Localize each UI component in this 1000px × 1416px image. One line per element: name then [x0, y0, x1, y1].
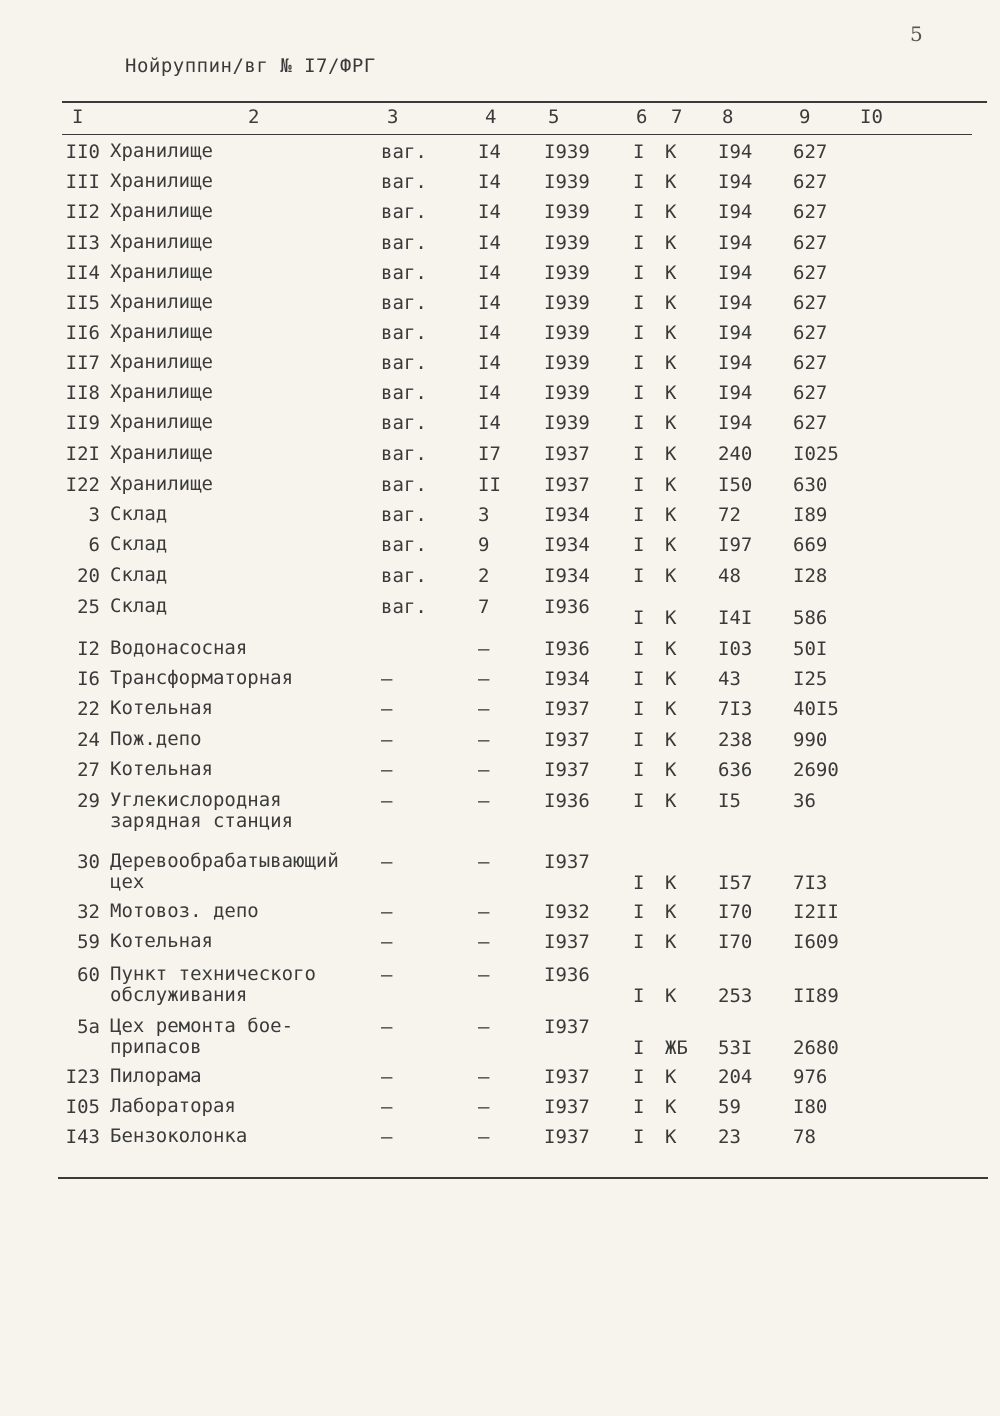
cell-col4: – [478, 1126, 490, 1148]
cell-col7: К [665, 292, 677, 314]
cell-col8: I94 [718, 262, 753, 284]
cell-col3: ваг. [381, 474, 427, 496]
cell-col9: 586 [793, 607, 828, 629]
row-name: Склад [110, 533, 168, 555]
cell-col7: К [665, 443, 677, 465]
cell-col8: I94 [718, 171, 753, 193]
cell-col8: I94 [718, 382, 753, 404]
cell-col8: I94 [718, 201, 753, 223]
cell-col5: I939 [544, 382, 590, 404]
cell-col5: I937 [544, 729, 590, 751]
cell-col9: 627 [793, 322, 828, 344]
cell-col6: I [633, 1037, 645, 1059]
cell-col6: I [633, 504, 645, 526]
row-name: Хранилище [110, 442, 213, 464]
cell-col6: I [633, 698, 645, 720]
row-number: I2I [65, 443, 100, 465]
cell-col9: I89 [793, 504, 828, 526]
cell-col5: I937 [544, 1096, 590, 1118]
cell-col7: К [665, 790, 677, 812]
row-number: II2 [65, 201, 100, 223]
cell-col4: – [478, 790, 490, 812]
row-number: I23 [65, 1066, 100, 1088]
row-number: 5а [77, 1016, 100, 1038]
cell-col6: I [633, 638, 645, 660]
row-name: Цех ремонта бое- [110, 1015, 294, 1037]
cell-col8: I94 [718, 322, 753, 344]
cell-col7: К [665, 352, 677, 374]
row-name: Пож.депо [110, 728, 202, 750]
cell-col9: II89 [793, 985, 839, 1007]
cell-col8: 43 [718, 668, 741, 690]
row-number: 60 [77, 964, 100, 986]
cell-col4: – [478, 1066, 490, 1088]
cell-col4: 7 [478, 596, 490, 618]
cell-col6: I [633, 1096, 645, 1118]
cell-col7: К [665, 872, 677, 894]
row-name: Хранилище [110, 321, 213, 343]
cell-col3: – [381, 851, 393, 873]
row-name: Пилорама [110, 1065, 202, 1087]
row-name: Хранилище [110, 170, 213, 192]
cell-col4: I4 [478, 141, 501, 163]
cell-col7: К [665, 565, 677, 587]
cell-col8: 240 [718, 443, 753, 465]
cell-col9: I025 [793, 443, 839, 465]
row-number: 22 [77, 698, 100, 720]
row-number: I05 [65, 1096, 100, 1118]
cell-col6: I [633, 565, 645, 587]
cell-col9: I28 [793, 565, 828, 587]
row-number: II4 [65, 262, 100, 284]
cell-col6: I [633, 729, 645, 751]
row-name: Хранилище [110, 140, 213, 162]
cell-col7: К [665, 1096, 677, 1118]
cell-col9: 627 [793, 412, 828, 434]
cell-col9: 627 [793, 352, 828, 374]
column-header: 5 [548, 106, 560, 128]
cell-col5: I939 [544, 201, 590, 223]
column-headers [0, 106, 1000, 132]
cell-col6: I [633, 412, 645, 434]
cell-col9: 669 [793, 534, 828, 556]
cell-col4: – [478, 931, 490, 953]
cell-col6: I [633, 985, 645, 1007]
row-name: Склад [110, 595, 168, 617]
cell-col8: I70 [718, 931, 753, 953]
cell-col9: 78 [793, 1126, 816, 1148]
cell-col9: 976 [793, 1066, 828, 1088]
row-name: Трансформаторная [110, 667, 294, 689]
cell-col5: I939 [544, 352, 590, 374]
cell-col9: 990 [793, 729, 828, 751]
cell-col7: К [665, 171, 677, 193]
row-number: II0 [65, 141, 100, 163]
cell-col7: К [665, 322, 677, 344]
row-number: III [65, 171, 100, 193]
cell-col8: 7I3 [718, 698, 753, 720]
column-header: I0 [860, 106, 883, 128]
cell-col6: I [633, 931, 645, 953]
cell-col3: – [381, 964, 393, 986]
cell-col9: I25 [793, 668, 828, 690]
cell-col5: I937 [544, 443, 590, 465]
cell-col3: – [381, 790, 393, 812]
cell-col8: I94 [718, 232, 753, 254]
cell-col7: К [665, 382, 677, 404]
page-number: 5 [910, 22, 923, 46]
row-number: II8 [65, 382, 100, 404]
cell-col5: I934 [544, 668, 590, 690]
cell-col9: 627 [793, 201, 828, 223]
cell-col3: ваг. [381, 534, 427, 556]
row-name-continuation: припасов [110, 1036, 202, 1058]
cell-col8: 53I [718, 1037, 753, 1059]
column-header: I [72, 106, 84, 128]
cell-col4: – [478, 1096, 490, 1118]
row-name: Бензоколонка [110, 1125, 248, 1147]
cell-col5: I934 [544, 565, 590, 587]
cell-col9: 627 [793, 232, 828, 254]
cell-col9: I80 [793, 1096, 828, 1118]
row-name: Хранилище [110, 231, 213, 253]
row-name: Хранилище [110, 291, 213, 313]
row-number: II7 [65, 352, 100, 374]
cell-col8: I70 [718, 901, 753, 923]
cell-col3: ваг. [381, 201, 427, 223]
cell-col6: I [633, 534, 645, 556]
cell-col8: 636 [718, 759, 753, 781]
row-name: Хранилище [110, 381, 213, 403]
cell-col4: 3 [478, 504, 490, 526]
cell-col3: ваг. [381, 596, 427, 618]
cell-col7: К [665, 232, 677, 254]
cell-col6: I [633, 382, 645, 404]
cell-col7: К [665, 698, 677, 720]
cell-col9: 627 [793, 382, 828, 404]
row-number: II5 [65, 292, 100, 314]
cell-col9: I2II [793, 901, 839, 923]
cell-col5: I939 [544, 322, 590, 344]
cell-col6: I [633, 759, 645, 781]
cell-col8: I97 [718, 534, 753, 556]
row-number: 20 [77, 565, 100, 587]
row-number: 27 [77, 759, 100, 781]
row-number: 29 [77, 790, 100, 812]
row-name: Мотовоз. депо [110, 900, 259, 922]
cell-col4: – [478, 901, 490, 923]
cell-col3: ваг. [381, 262, 427, 284]
cell-col4: – [478, 759, 490, 781]
column-header: 4 [485, 106, 497, 128]
cell-col4: – [478, 668, 490, 690]
row-name: Водонасосная [110, 637, 248, 659]
row-name: Склад [110, 564, 168, 586]
cell-col6: I [633, 872, 645, 894]
row-name-continuation: обслуживания [110, 984, 248, 1006]
cell-col4: I4 [478, 382, 501, 404]
cell-col3: ваг. [381, 322, 427, 344]
cell-col7: К [665, 729, 677, 751]
cell-col4: I4 [478, 201, 501, 223]
cell-col6: I [633, 171, 645, 193]
row-number: II6 [65, 322, 100, 344]
header-rule [62, 134, 972, 135]
cell-col9: 50I [793, 638, 828, 660]
cell-col3: ваг. [381, 412, 427, 434]
cell-col4: I4 [478, 322, 501, 344]
cell-col9: 2680 [793, 1037, 839, 1059]
row-number: 6 [88, 534, 100, 556]
cell-col3: ваг. [381, 443, 427, 465]
cell-col6: I [633, 790, 645, 812]
cell-col3: ваг. [381, 352, 427, 374]
cell-col4: I4 [478, 262, 501, 284]
row-number: I6 [77, 668, 100, 690]
cell-col5: I936 [544, 790, 590, 812]
bottom-rule [58, 1177, 988, 1179]
cell-col4: – [478, 851, 490, 873]
cell-col7: ЖБ [665, 1037, 688, 1059]
row-number: 32 [77, 901, 100, 923]
cell-col5: I937 [544, 1126, 590, 1148]
cell-col8: 48 [718, 565, 741, 587]
row-name: Хранилище [110, 200, 213, 222]
cell-col9: 40I5 [793, 698, 839, 720]
row-name: Углекислородная [110, 789, 282, 811]
column-header: 8 [722, 106, 734, 128]
cell-col6: I [633, 232, 645, 254]
cell-col7: К [665, 931, 677, 953]
cell-col6: I [633, 322, 645, 344]
document-header: Нойруппин/вг № I7/ФРГ [125, 55, 376, 77]
cell-col4: – [478, 1016, 490, 1038]
cell-col4: – [478, 964, 490, 986]
cell-col8: I57 [718, 872, 753, 894]
cell-col3: – [381, 1126, 393, 1148]
cell-col3: – [381, 1066, 393, 1088]
cell-col7: К [665, 668, 677, 690]
column-header: 3 [387, 106, 399, 128]
cell-col4: I7 [478, 443, 501, 465]
row-number: I22 [65, 474, 100, 496]
cell-col7: К [665, 504, 677, 526]
cell-col4: II [478, 474, 501, 496]
cell-col5: I936 [544, 638, 590, 660]
column-header: 2 [248, 106, 260, 128]
cell-col3: – [381, 1096, 393, 1118]
cell-col8: 238 [718, 729, 753, 751]
cell-col4: I4 [478, 232, 501, 254]
cell-col4: – [478, 698, 490, 720]
cell-col3: – [381, 931, 393, 953]
cell-col5: I939 [544, 232, 590, 254]
cell-col8: 23 [718, 1126, 741, 1148]
row-number: II3 [65, 232, 100, 254]
row-number: I43 [65, 1126, 100, 1148]
cell-col4: I4 [478, 292, 501, 314]
row-name: Хранилище [110, 351, 213, 373]
row-number: 24 [77, 729, 100, 751]
cell-col9: 7I3 [793, 872, 828, 894]
cell-col7: К [665, 607, 677, 629]
cell-col8: I03 [718, 638, 753, 660]
cell-col8: I50 [718, 474, 753, 496]
cell-col4: – [478, 729, 490, 751]
row-number: 30 [77, 851, 100, 873]
cell-col5: I939 [544, 412, 590, 434]
cell-col6: I [633, 1066, 645, 1088]
column-header: 6 [636, 106, 648, 128]
row-name: Хранилище [110, 261, 213, 283]
cell-col5: I937 [544, 759, 590, 781]
cell-col5: I937 [544, 474, 590, 496]
cell-col4: – [478, 638, 490, 660]
cell-col5: I939 [544, 262, 590, 284]
cell-col8: I94 [718, 352, 753, 374]
column-header: 9 [799, 106, 811, 128]
cell-col7: К [665, 638, 677, 660]
cell-col3: – [381, 729, 393, 751]
cell-col5: I937 [544, 851, 590, 873]
column-header: 7 [671, 106, 683, 128]
cell-col7: К [665, 759, 677, 781]
cell-col3: – [381, 1016, 393, 1038]
cell-col4: I4 [478, 352, 501, 374]
cell-col3: ваг. [381, 141, 427, 163]
cell-col7: К [665, 901, 677, 923]
cell-col7: К [665, 141, 677, 163]
cell-col3: ваг. [381, 171, 427, 193]
cell-col6: I [633, 201, 645, 223]
cell-col5: I937 [544, 1016, 590, 1038]
cell-col3: ваг. [381, 232, 427, 254]
cell-col4: 9 [478, 534, 490, 556]
cell-col7: К [665, 534, 677, 556]
cell-col3: – [381, 668, 393, 690]
cell-col3: – [381, 901, 393, 923]
row-number: I2 [77, 638, 100, 660]
cell-col6: I [633, 141, 645, 163]
cell-col9: 36 [793, 790, 816, 812]
cell-col9: I609 [793, 931, 839, 953]
cell-col7: К [665, 1066, 677, 1088]
row-name: Деревообрабатывающий [110, 850, 339, 872]
cell-col3: – [381, 698, 393, 720]
cell-col3: ваг. [381, 565, 427, 587]
cell-col8: 253 [718, 985, 753, 1007]
cell-col5: I936 [544, 596, 590, 618]
row-name: Хранилище [110, 473, 213, 495]
cell-col5: I937 [544, 931, 590, 953]
cell-col8: 204 [718, 1066, 753, 1088]
cell-col8: 59 [718, 1096, 741, 1118]
cell-col6: I [633, 262, 645, 284]
cell-col6: I [633, 607, 645, 629]
cell-col5: I939 [544, 171, 590, 193]
row-name: Котельная [110, 758, 213, 780]
cell-col6: I [633, 474, 645, 496]
cell-col8: I94 [718, 292, 753, 314]
cell-col7: К [665, 474, 677, 496]
row-name: Склад [110, 503, 168, 525]
cell-col3: – [381, 759, 393, 781]
cell-col8: I94 [718, 412, 753, 434]
top-rule [62, 101, 987, 103]
cell-col7: К [665, 1126, 677, 1148]
row-name: Котельная [110, 697, 213, 719]
cell-col9: 627 [793, 141, 828, 163]
row-number: 59 [77, 931, 100, 953]
cell-col9: 2690 [793, 759, 839, 781]
cell-col9: 630 [793, 474, 828, 496]
cell-col7: К [665, 985, 677, 1007]
row-number: 25 [77, 596, 100, 618]
row-name-continuation: зарядная станция [110, 810, 294, 832]
cell-col5: I934 [544, 504, 590, 526]
cell-col4: I4 [478, 171, 501, 193]
cell-col5: I934 [544, 534, 590, 556]
cell-col6: I [633, 352, 645, 374]
row-name: Лабораторая [110, 1095, 236, 1117]
cell-col9: 627 [793, 262, 828, 284]
cell-col3: ваг. [381, 504, 427, 526]
cell-col8: I94 [718, 141, 753, 163]
cell-col5: I939 [544, 292, 590, 314]
row-name-continuation: цех [110, 871, 145, 893]
cell-col8: 72 [718, 504, 741, 526]
cell-col6: I [633, 668, 645, 690]
cell-col6: I [633, 443, 645, 465]
cell-col5: I932 [544, 901, 590, 923]
cell-col5: I937 [544, 1066, 590, 1088]
cell-col4: 2 [478, 565, 490, 587]
cell-col8: I5 [718, 790, 741, 812]
cell-col5: I939 [544, 141, 590, 163]
cell-col5: I937 [544, 698, 590, 720]
row-name: Пункт технического [110, 963, 316, 985]
row-name: Котельная [110, 930, 213, 952]
row-number: II9 [65, 412, 100, 434]
cell-col4: I4 [478, 412, 501, 434]
cell-col6: I [633, 292, 645, 314]
cell-col6: I [633, 1126, 645, 1148]
cell-col8: I4I [718, 607, 753, 629]
cell-col3: ваг. [381, 382, 427, 404]
cell-col9: 627 [793, 292, 828, 314]
cell-col7: К [665, 412, 677, 434]
cell-col9: 627 [793, 171, 828, 193]
cell-col3: ваг. [381, 292, 427, 314]
row-number: 3 [88, 504, 100, 526]
cell-col7: К [665, 262, 677, 284]
cell-col5: I936 [544, 964, 590, 986]
row-name: Хранилище [110, 411, 213, 433]
cell-col6: I [633, 901, 645, 923]
cell-col7: К [665, 201, 677, 223]
